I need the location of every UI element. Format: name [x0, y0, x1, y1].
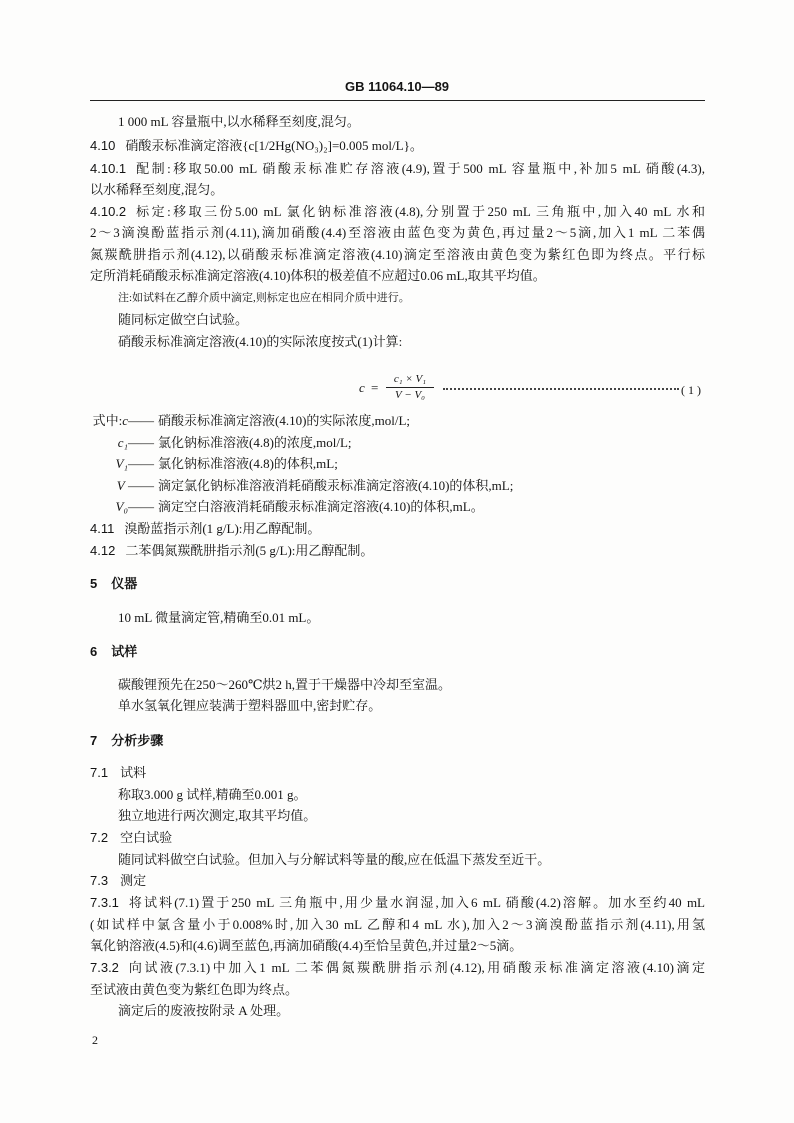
clause-text: 二苯偶氮羰酰肼指示剂(5 g/L):用乙醇配制。 [125, 543, 374, 558]
subsection-title: 试料 [120, 765, 147, 780]
where-row [90, 435, 705, 451]
paragraph-line: 随同试料做空白试验。但加入与分解试料等量的酸,应在低温下蒸发至近干。 [118, 852, 551, 867]
paragraph-line: 10 mL 微量滴定管,精确至0.01 mL。 [118, 610, 320, 625]
definition-dash: —— [124, 478, 154, 493]
clause-4-11 [90, 521, 705, 537]
paragraph-line: 将试料(7.1)置于250 mL 三角瓶中,用少量水润湿,加入6 mL 硝酸(4.2)溶解。加水至约40 mL [128, 895, 705, 910]
equation-number: ( 1 ) [681, 383, 701, 397]
clause-number: 4.10.1 [90, 161, 127, 176]
subsection-number: 7.3 [90, 873, 109, 888]
paragraph-line: 单水氢氧化锂应装满于塑料器皿中,密封贮存。 [118, 698, 382, 713]
header-rule [90, 100, 705, 101]
subsection-7-2 [90, 830, 705, 846]
definition-dash: —— [128, 456, 154, 471]
subsection-number: 7.2 [90, 830, 109, 845]
paragraph-line: 标定:移取三份5.00 mL 氯化钠标准溶液(4.8),分别置于250 mL 三角瓶中,加入40 mL 水和 [136, 204, 705, 219]
definition-text: 硝酸汞标准滴定溶液(4.10)的实际浓度,mol/L; [158, 413, 411, 428]
where-label [90, 413, 154, 429]
paragraph-line: 2～3滴溴酚蓝指示剂(4.11),滴加硝酸(4.4)至溶液由蓝色变为黄色,再过量2～5滴,加入1 mL 二苯偶 [90, 225, 705, 240]
paragraph-line: 碳酸锂预先在250～260℃烘2 h,置于干燥器中冷却至室温。 [118, 677, 452, 692]
paragraph-line: 独立地进行两次测定,取其平均值。 [118, 808, 317, 823]
clause-text: 溴酚蓝指示剂(1 g/L):用乙醇配制。 [124, 521, 321, 536]
section-heading-5 [90, 576, 705, 592]
variable-symbol: c₁ [117, 435, 128, 450]
standard-code-header: GB 11064.10—89 [344, 79, 450, 94]
subsection-7-3 [90, 873, 705, 889]
variable-symbol: V₀ [115, 499, 128, 514]
definition-text: 滴定氯化钠标准溶液消耗硝酸汞标准滴定溶液(4.10)的体积,mL; [158, 478, 514, 493]
section-number: 6 [90, 644, 98, 659]
paragraph-line: 氮羰酰肼指示剂(4.12),以硝酸汞标准滴定溶液(4.10)滴定至溶液由黄色变为紫红色即为终点。平行标 [90, 247, 705, 262]
section-title: 试样 [111, 644, 138, 659]
subsection-title: 测定 [120, 873, 147, 888]
definition-text: 氯化钠标准溶液(4.8)的体积,mL; [158, 456, 338, 471]
where-label [90, 435, 154, 451]
dot-leader [443, 388, 679, 390]
where-row [90, 413, 705, 429]
definition-text: 氯化钠标准溶液(4.8)的浓度,mol/L; [158, 435, 352, 450]
clause-4-10-2 [90, 204, 705, 220]
section-number: 5 [90, 576, 98, 591]
section-heading-7 [90, 733, 705, 749]
clause-number: 4.10.2 [90, 204, 127, 219]
where-row [90, 499, 705, 515]
clause-7-3-2 [90, 960, 705, 976]
paragraph-line: (如试样中氯含量小于0.008%时,加入30 mL 乙醇和4 mL 水),加入2～3滴溴酚蓝指示剂(4.11),用氢 [90, 917, 705, 932]
subsection-title: 空白试验 [120, 830, 173, 845]
variable-symbol: V [116, 478, 125, 493]
clause-number: 4.11 [90, 521, 115, 536]
where-row [90, 478, 705, 494]
formula-numerator: c₁ × V₁ [386, 372, 434, 388]
section-title: 分析步骤 [111, 733, 164, 748]
paragraph-line: 以水稀释至刻度,混匀。 [90, 182, 224, 197]
clause-number: 7.3.1 [90, 895, 119, 910]
disposal-line: 滴定后的废液按附录 A 处理。 [118, 1003, 290, 1018]
definition-text: 滴定空白溶液消耗硝酸汞标准滴定溶液(4.10)的体积,mL。 [158, 499, 484, 514]
paragraph-line: 配制:移取50.00 mL 硝酸汞标准贮存溶液(4.9),置于500 mL 容量瓶中,补加5 mL 硝酸(4.3), [136, 161, 705, 176]
note: 注:如试料在乙醇介质中滴定,则标定也应在相同介质中进行。 [118, 292, 410, 304]
formula-denominator: V − V₀ [395, 389, 425, 401]
paragraph-line: 向试液(7.3.1)中加入1 mL 二苯偶氮羰酰肼指示剂(4.12),用硝酸汞标准滴定溶液(4.10)滴定 [128, 960, 705, 975]
formula-fraction [386, 372, 434, 403]
where-prefix: 式中: [92, 413, 123, 428]
paragraph-line-row [90, 917, 705, 933]
clause-number: 7.3.2 [90, 960, 119, 975]
variable-symbol: c [122, 413, 128, 428]
clause-title: 硝酸汞标准滴定溶液{c[1/2Hg(NO₃)₂]=0.005 mol/L}。 [125, 138, 423, 153]
clause-7-3-1 [90, 895, 705, 911]
clause-number: 4.10 [90, 138, 116, 153]
clause-4-12 [90, 543, 705, 559]
paragraph-line: 称取3.000 g 试样,精确至0.001 g。 [118, 787, 307, 802]
subsection-7-1 [90, 765, 705, 781]
blank-test-line: 随同标定做空白试验。 [118, 312, 249, 327]
page-number: 2 [92, 1033, 98, 1047]
section-title: 仪器 [111, 576, 138, 591]
clause-4-10-1 [90, 161, 705, 177]
calculation-intro: 硝酸汞标准滴定溶液(4.10)的实际浓度按式(1)计算: [118, 334, 403, 349]
where-label [90, 499, 154, 515]
clause-number: 4.12 [90, 543, 116, 558]
continuation-line: 1 000 mL 容量瓶中,以水稀释至刻度,混匀。 [118, 114, 360, 129]
clause-4-10 [90, 138, 705, 154]
where-label [90, 456, 154, 472]
paragraph-line: 定所消耗硝酸汞标准滴定溶液(4.10)体积的极差值不应超过0.06 mL,取其平均值。 [90, 268, 546, 283]
definition-dash: —— [128, 413, 154, 428]
paragraph-line-row [90, 225, 705, 241]
section-heading-6 [90, 644, 705, 660]
where-row [90, 456, 705, 472]
paragraph-line: 至试液由黄色变为紫红色即为终点。 [90, 982, 299, 997]
formula-lhs: c [359, 380, 365, 395]
variable-symbol: V₁ [115, 456, 128, 471]
paragraph-line-row [90, 247, 705, 263]
section-number: 7 [90, 733, 98, 748]
definition-dash: —— [128, 435, 154, 450]
paragraph-line: 氧化钠溶液(4.5)和(4.6)调至蓝色,再滴加硝酸(4.4)至恰呈黄色,并过量2～5滴。 [90, 938, 523, 953]
definition-dash: —— [128, 499, 154, 514]
subsection-number: 7.1 [90, 765, 109, 780]
where-label [90, 478, 154, 494]
formula-equals: = [371, 380, 379, 395]
